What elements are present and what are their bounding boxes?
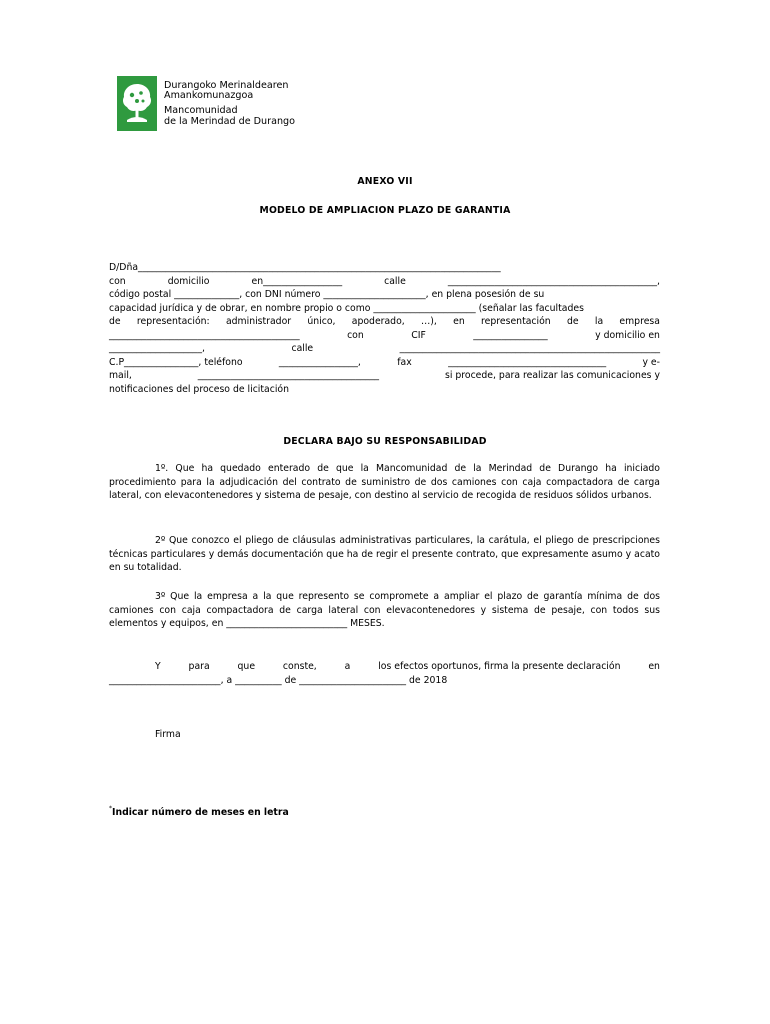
domicile-field[interactable]: en_________________	[251, 275, 343, 287]
form-text: administrador	[225, 316, 292, 327]
form-text: en	[648, 661, 660, 672]
declaration-point-3: 3º Que la empresa a la que represento se compromete a ampliar el plazo de garantía mínima de dos camiones con caja compactadora de carga lateral con elevacontenedores y sistema de pesaje, con todos sus elementos y equipos, en __________________________ MESES.	[109, 591, 660, 629]
email-field[interactable]: _______________________________________	[197, 370, 380, 381]
form-text: de	[566, 316, 579, 327]
street-field[interactable]: _____________________________________________,	[447, 275, 660, 287]
mancomunidad-emblem-icon	[117, 76, 157, 131]
form-text: la	[594, 316, 604, 327]
name-field[interactable]: D/Dña______________________________________________________________________________	[109, 262, 501, 273]
form-text: si procede, para realizar las comunicaciones y	[444, 370, 660, 381]
document-subtitle: MODELO DE AMPLIACION PLAZO DE GARANTIA	[259, 205, 511, 216]
form-text: notificaciones del proceso de licitación	[109, 383, 290, 395]
form-text: CIF	[411, 329, 426, 341]
form-text: y domicilio en	[595, 329, 660, 341]
capacity-line[interactable]: capacidad jurídica y de obrar, en nombre propio o como ______________________ (señalar las facultades	[109, 302, 584, 314]
form-text: los efectos oportunos, firma la presente declaración	[378, 661, 621, 672]
logo-line-basque-1: Durangoko Merinaldearen	[164, 80, 289, 91]
company-address-field[interactable]: ____________________,	[109, 343, 205, 354]
footnote-marker: *	[109, 805, 112, 812]
form-text: para	[188, 661, 210, 672]
form-text: domicilio	[167, 275, 210, 287]
annex-title: ANEXO VII	[357, 176, 413, 187]
form-text: calle	[384, 275, 406, 287]
form-text: en	[453, 316, 465, 327]
declaration-point-2: 2º Que conozco el pliego de cláusulas administrativas particulares, la carátula, el pliego de prescripciones técnicas particulares y demás documentación que ha de regir el presente contrato, que expresamente asumo y acato en su totalidad.	[109, 535, 660, 573]
declaration-point-1: 1º. Que ha quedado enterado de que la Mancomunidad de la Merindad de Durango ha iniciado procedimiento para la adjudicación del contrato de suministro de dos camiones con caja compactadora de carga lateral, con elevacontenedores y sistema de pesaje, con destino al servicio de recogida de residuos sólidos urbanos.	[109, 463, 660, 501]
form-text: que	[237, 661, 256, 672]
logo-line-spanish-1: Mancomunidad	[164, 105, 238, 117]
form-text: conste,	[282, 661, 317, 672]
form-text: con	[109, 275, 126, 287]
form-text: Y	[155, 661, 161, 672]
form-text: único,	[307, 316, 336, 327]
form-text: fax	[397, 356, 412, 368]
fax-field[interactable]: __________________________________	[448, 356, 607, 368]
company-street-field[interactable]: ________________________________________________________	[399, 343, 660, 354]
form-text: a	[344, 661, 351, 672]
postal-phone-field[interactable]: C.P________________, teléfono	[109, 356, 243, 368]
signature-label: Firma	[155, 729, 181, 740]
logo-line-spanish-2: de la Merindad de Durango	[164, 115, 295, 127]
phone-field[interactable]: _________________,	[278, 356, 361, 368]
organization-logo	[117, 76, 295, 132]
cif-field[interactable]: ________________	[473, 329, 548, 341]
closing-statement	[109, 660, 660, 687]
place-date-field[interactable]: ________________________, a __________ de _______________________ de 2018	[109, 674, 448, 686]
company-field[interactable]: _________________________________________	[109, 329, 300, 341]
footnote-text: Indicar número de meses en letra	[112, 807, 289, 818]
postal-dni-line[interactable]: código postal ______________, con DNI número ______________________, en plena posesión de su	[109, 289, 545, 300]
footnote	[109, 805, 289, 818]
form-text: mail,	[109, 370, 132, 381]
form-text: …),	[421, 316, 437, 327]
form-text: con	[347, 329, 364, 341]
logo-text	[164, 81, 295, 127]
identification-form	[109, 261, 660, 396]
form-text: de	[109, 316, 121, 327]
form-text: apoderado,	[351, 316, 405, 327]
form-text: empresa	[619, 316, 660, 327]
form-text: calle	[291, 343, 314, 354]
logo-line-basque-2: Amankomunazgoa	[164, 90, 254, 102]
form-text: y e-	[642, 356, 660, 368]
declaration-heading: DECLARA BAJO SU RESPONSABILIDAD	[283, 436, 487, 447]
form-text: representación	[481, 316, 551, 327]
form-text: representación:	[136, 316, 210, 327]
